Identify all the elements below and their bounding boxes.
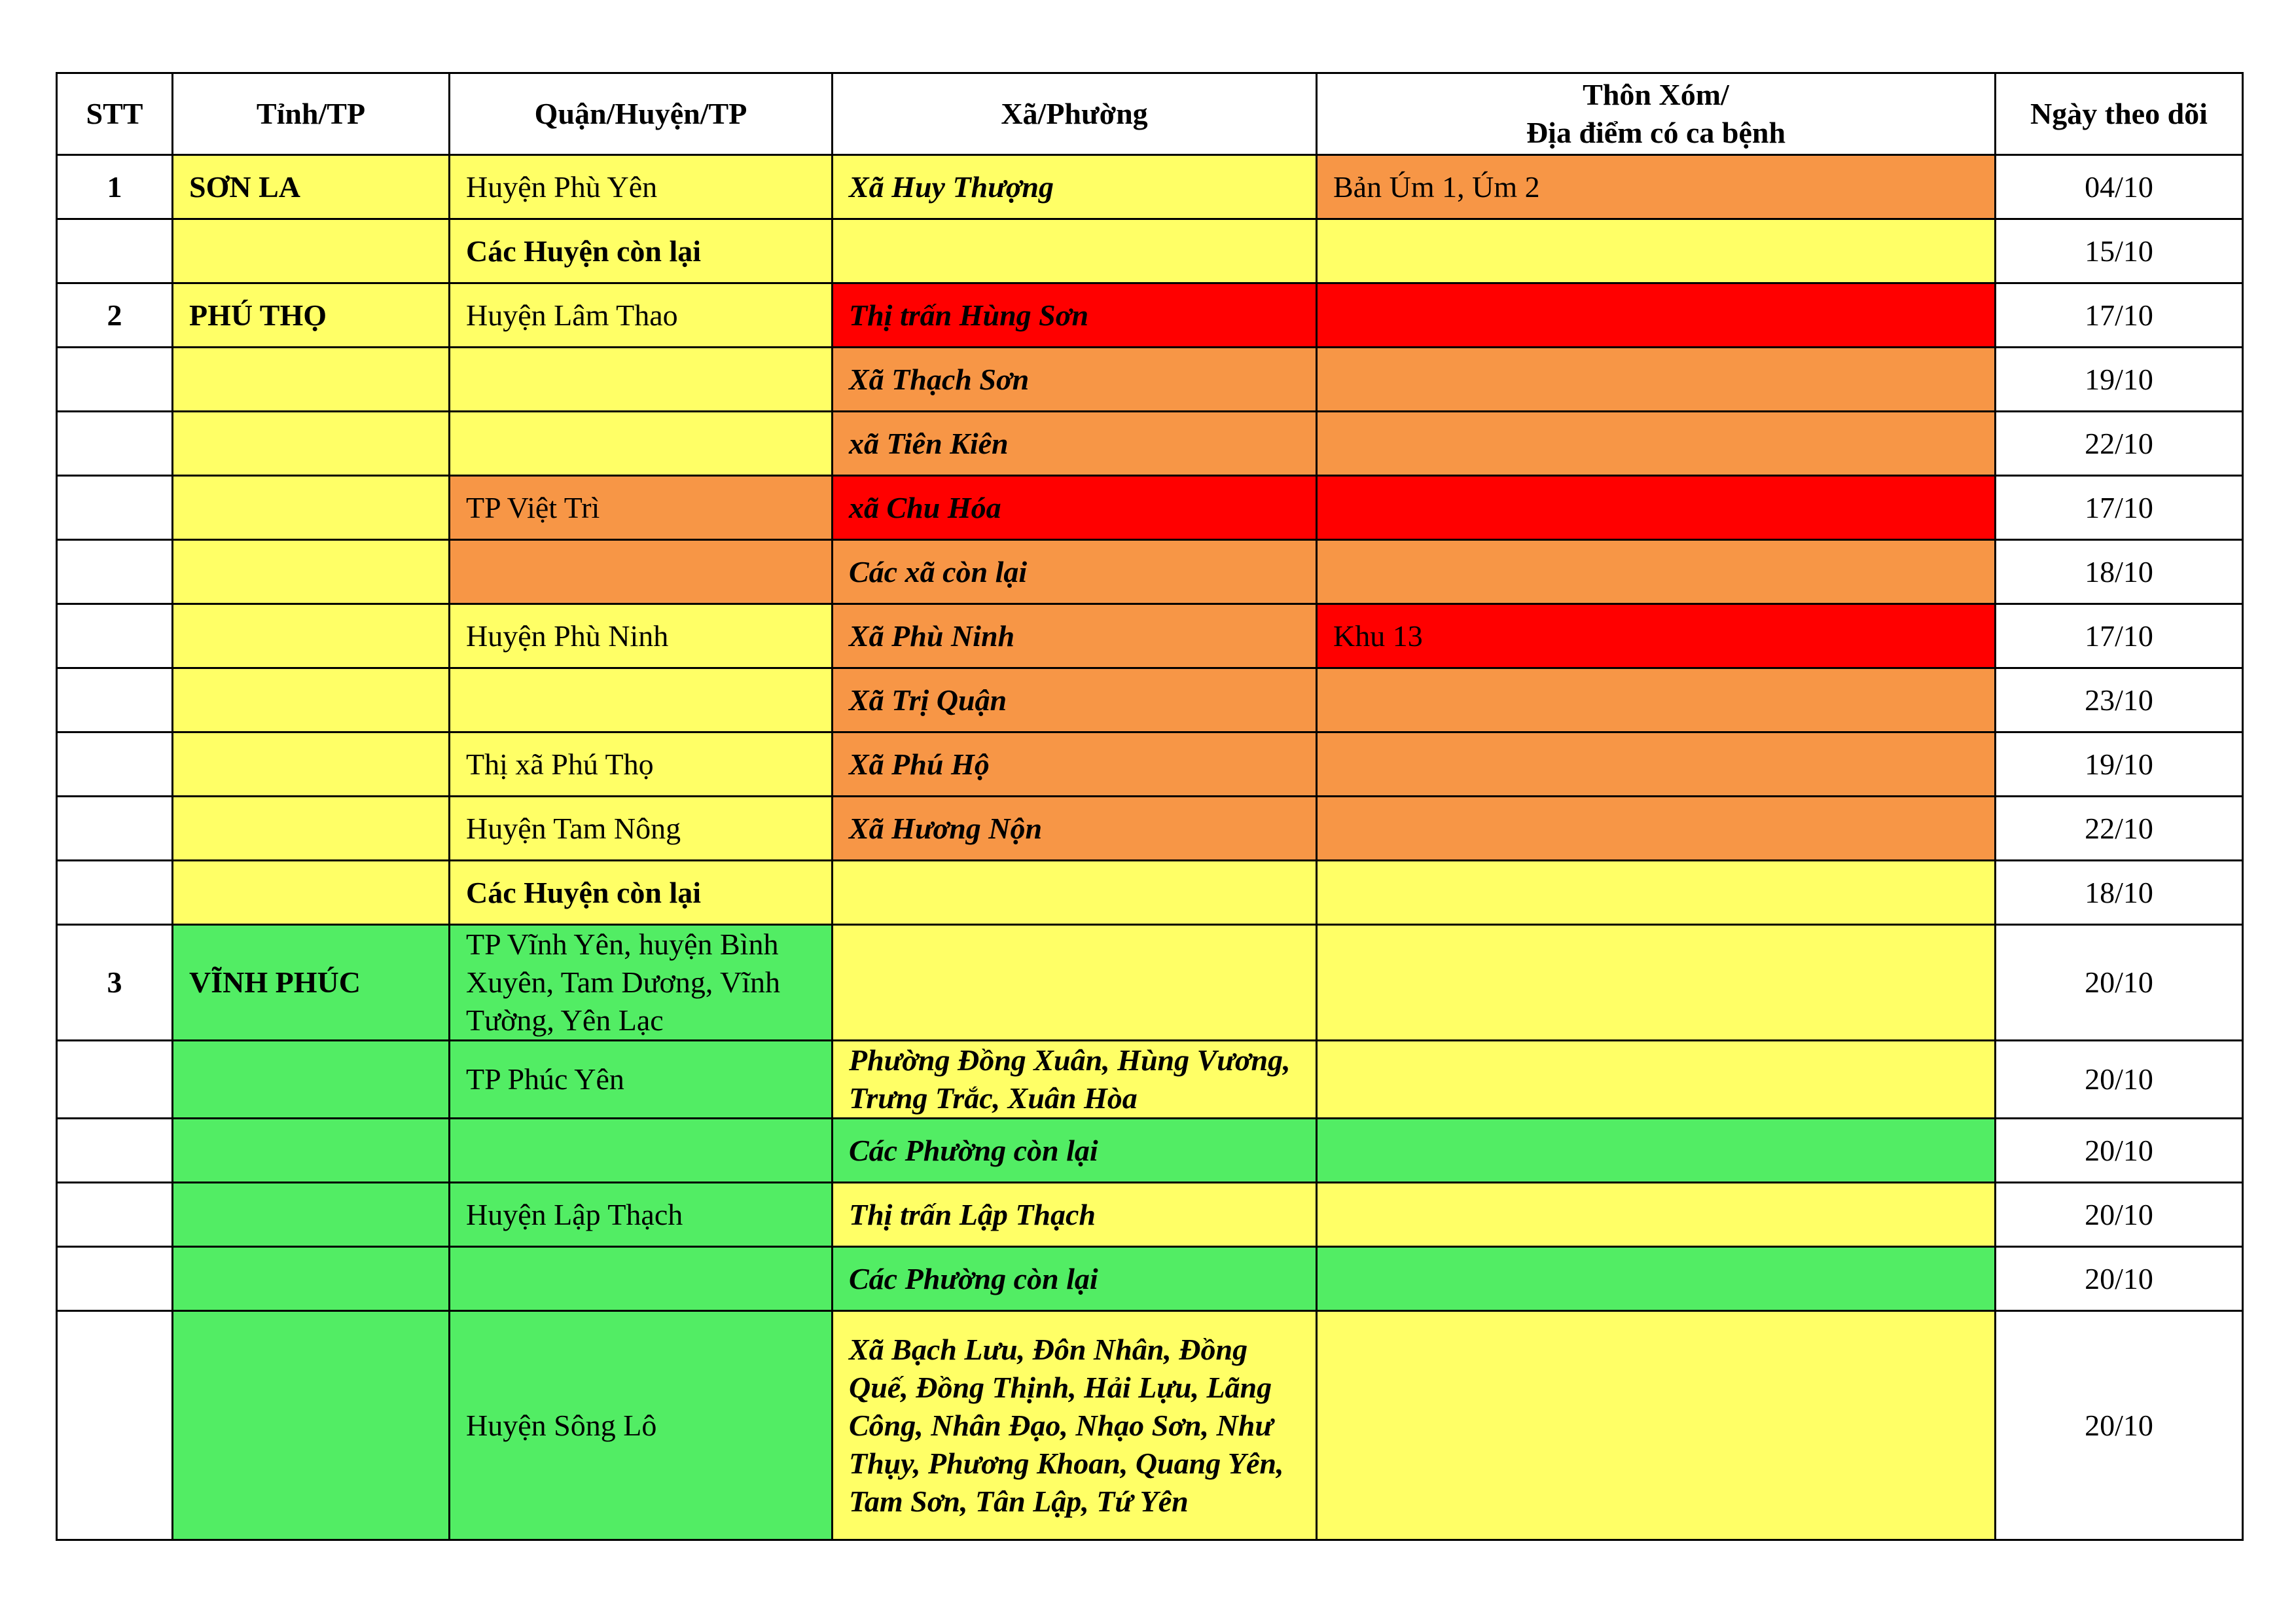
cell-province (173, 604, 450, 668)
cell-monitor-date: 17/10 (1996, 283, 2243, 348)
cell-hamlet (1317, 925, 1996, 1041)
cell-commune: Xã Trị Quận (833, 668, 1317, 732)
cell-hamlet: Khu 13 (1317, 604, 1996, 668)
table-body (57, 155, 2243, 1540)
cell-monitor-date: 19/10 (1996, 348, 2243, 412)
table-row (57, 668, 2243, 732)
cell-hamlet (1317, 732, 1996, 797)
cell-province (173, 476, 450, 540)
header-stt: STT (57, 73, 173, 155)
cell-stt (57, 1183, 173, 1247)
table-row (57, 540, 2243, 604)
cell-district: TP Việt Trì (450, 476, 833, 540)
table-row (57, 797, 2243, 861)
cell-commune: Xã Phù Ninh (833, 604, 1317, 668)
cell-hamlet (1317, 668, 1996, 732)
cell-district: TP Phúc Yên (450, 1041, 833, 1119)
cell-commune: Các xã còn lại (833, 540, 1317, 604)
cell-commune (833, 925, 1317, 1041)
cell-commune (833, 219, 1317, 283)
cell-commune: Xã Hương Nộn (833, 797, 1317, 861)
cell-commune (833, 861, 1317, 925)
cell-hamlet (1317, 283, 1996, 348)
cell-district: Huyện Phù Ninh (450, 604, 833, 668)
cell-hamlet (1317, 861, 1996, 925)
cell-hamlet (1317, 1247, 1996, 1311)
table-row (57, 283, 2243, 348)
cell-stt (57, 604, 173, 668)
cell-hamlet (1317, 1183, 1996, 1247)
cell-monitor-date: 23/10 (1996, 668, 2243, 732)
cell-monitor-date: 20/10 (1996, 1183, 2243, 1247)
table-row (57, 1041, 2243, 1119)
cell-monitor-date: 22/10 (1996, 797, 2243, 861)
table-row (57, 925, 2243, 1041)
cell-commune: xã Tiên Kiên (833, 412, 1317, 476)
cell-stt (57, 1041, 173, 1119)
cell-stt (57, 668, 173, 732)
cell-district: Huyện Sông Lô (450, 1311, 833, 1540)
cell-province (173, 1311, 450, 1540)
cell-monitor-date: 19/10 (1996, 732, 2243, 797)
cell-district (450, 348, 833, 412)
cell-monitor-date: 04/10 (1996, 155, 2243, 219)
cell-commune: Xã Huy Thượng (833, 155, 1317, 219)
cell-commune: Xã Phú Hộ (833, 732, 1317, 797)
cell-district (450, 412, 833, 476)
cell-commune: Các Phường còn lại (833, 1119, 1317, 1183)
cell-stt (57, 219, 173, 283)
cell-district (450, 1247, 833, 1311)
cell-province (173, 540, 450, 604)
header-monitor-date: Ngày theo dõi (1996, 73, 2243, 155)
cell-stt (57, 476, 173, 540)
cell-monitor-date: 22/10 (1996, 412, 2243, 476)
cell-commune: Phường Đồng Xuân, Hùng Vương, Trưng Trắc, Xuân Hòa (833, 1041, 1317, 1119)
table-row (57, 861, 2243, 925)
header-hamlet-line1: Thôn Xóm/ (1583, 78, 1729, 111)
header-commune: Xã/Phường (833, 73, 1317, 155)
header-hamlet-line2: Địa điểm có ca bệnh (1526, 116, 1786, 149)
cell-stt (57, 1247, 173, 1311)
cell-district: Huyện Lâm Thao (450, 283, 833, 348)
table-row (57, 1311, 2243, 1540)
cell-province (173, 1247, 450, 1311)
cell-province (173, 1183, 450, 1247)
cell-province (173, 668, 450, 732)
table-row (57, 219, 2243, 283)
cell-monitor-date: 17/10 (1996, 604, 2243, 668)
table-row (57, 1183, 2243, 1247)
cell-stt (57, 348, 173, 412)
table-row (57, 348, 2243, 412)
cell-commune: Xã Thạch Sơn (833, 348, 1317, 412)
cell-commune: xã Chu Hóa (833, 476, 1317, 540)
table-row (57, 1247, 2243, 1311)
risk-zone-table (56, 72, 2244, 1541)
cell-stt: 3 (57, 925, 173, 1041)
cell-district (450, 1119, 833, 1183)
cell-province: SƠN LA (173, 155, 450, 219)
header-hamlet (1317, 73, 1996, 155)
cell-stt (57, 1119, 173, 1183)
cell-province (173, 861, 450, 925)
cell-province (173, 219, 450, 283)
cell-district: Huyện Phù Yên (450, 155, 833, 219)
cell-hamlet (1317, 797, 1996, 861)
cell-hamlet (1317, 1119, 1996, 1183)
cell-province (173, 1041, 450, 1119)
cell-stt (57, 1311, 173, 1540)
cell-province (173, 348, 450, 412)
cell-hamlet (1317, 219, 1996, 283)
cell-monitor-date: 15/10 (1996, 219, 2243, 283)
cell-monitor-date: 20/10 (1996, 1311, 2243, 1540)
cell-district: Các Huyện còn lại (450, 861, 833, 925)
cell-district (450, 668, 833, 732)
cell-hamlet (1317, 476, 1996, 540)
cell-hamlet (1317, 1041, 1996, 1119)
cell-hamlet (1317, 412, 1996, 476)
cell-commune: Các Phường còn lại (833, 1247, 1317, 1311)
cell-commune: Xã Bạch Lưu, Đôn Nhân, Đồng Quế, Đồng Thịnh, Hải Lựu, Lãng Công, Nhân Đạo, Nhạo Sơn, Như Thụy, Phương Khoan, Quang Yên, Tam Sơn, Tân Lập, Tứ Yên (833, 1311, 1317, 1540)
cell-province (173, 797, 450, 861)
cell-stt: 2 (57, 283, 173, 348)
cell-stt (57, 732, 173, 797)
cell-monitor-date: 18/10 (1996, 861, 2243, 925)
cell-monitor-date: 20/10 (1996, 1041, 2243, 1119)
cell-district: TP Vĩnh Yên, huyện Bình Xuyên, Tam Dương, Vĩnh Tường, Yên Lạc (450, 925, 833, 1041)
cell-monitor-date: 20/10 (1996, 1247, 2243, 1311)
table-row (57, 604, 2243, 668)
table-row (57, 1119, 2243, 1183)
cell-hamlet (1317, 348, 1996, 412)
cell-monitor-date: 17/10 (1996, 476, 2243, 540)
cell-province (173, 1119, 450, 1183)
cell-district: Các Huyện còn lại (450, 219, 833, 283)
cell-district: Huyện Lập Thạch (450, 1183, 833, 1247)
cell-commune: Thị trấn Hùng Sơn (833, 283, 1317, 348)
cell-stt (57, 797, 173, 861)
cell-hamlet: Bản Úm 1, Úm 2 (1317, 155, 1996, 219)
cell-stt (57, 540, 173, 604)
header-district: Quận/Huyện/TP (450, 73, 833, 155)
cell-monitor-date: 20/10 (1996, 925, 2243, 1041)
cell-stt (57, 412, 173, 476)
cell-province (173, 412, 450, 476)
table-row (57, 155, 2243, 219)
cell-province: PHÚ THỌ (173, 283, 450, 348)
table-row (57, 412, 2243, 476)
cell-monitor-date: 20/10 (1996, 1119, 2243, 1183)
cell-hamlet (1317, 540, 1996, 604)
cell-district (450, 540, 833, 604)
table-row (57, 476, 2243, 540)
table-header-row (57, 73, 2243, 155)
cell-province: VĨNH PHÚC (173, 925, 450, 1041)
cell-hamlet (1317, 1311, 1996, 1540)
cell-province (173, 732, 450, 797)
cell-stt: 1 (57, 155, 173, 219)
header-province: Tỉnh/TP (173, 73, 450, 155)
cell-stt (57, 861, 173, 925)
cell-monitor-date: 18/10 (1996, 540, 2243, 604)
table-row (57, 732, 2243, 797)
cell-commune: Thị trấn Lập Thạch (833, 1183, 1317, 1247)
cell-district: Thị xã Phú Thọ (450, 732, 833, 797)
cell-district: Huyện Tam Nông (450, 797, 833, 861)
